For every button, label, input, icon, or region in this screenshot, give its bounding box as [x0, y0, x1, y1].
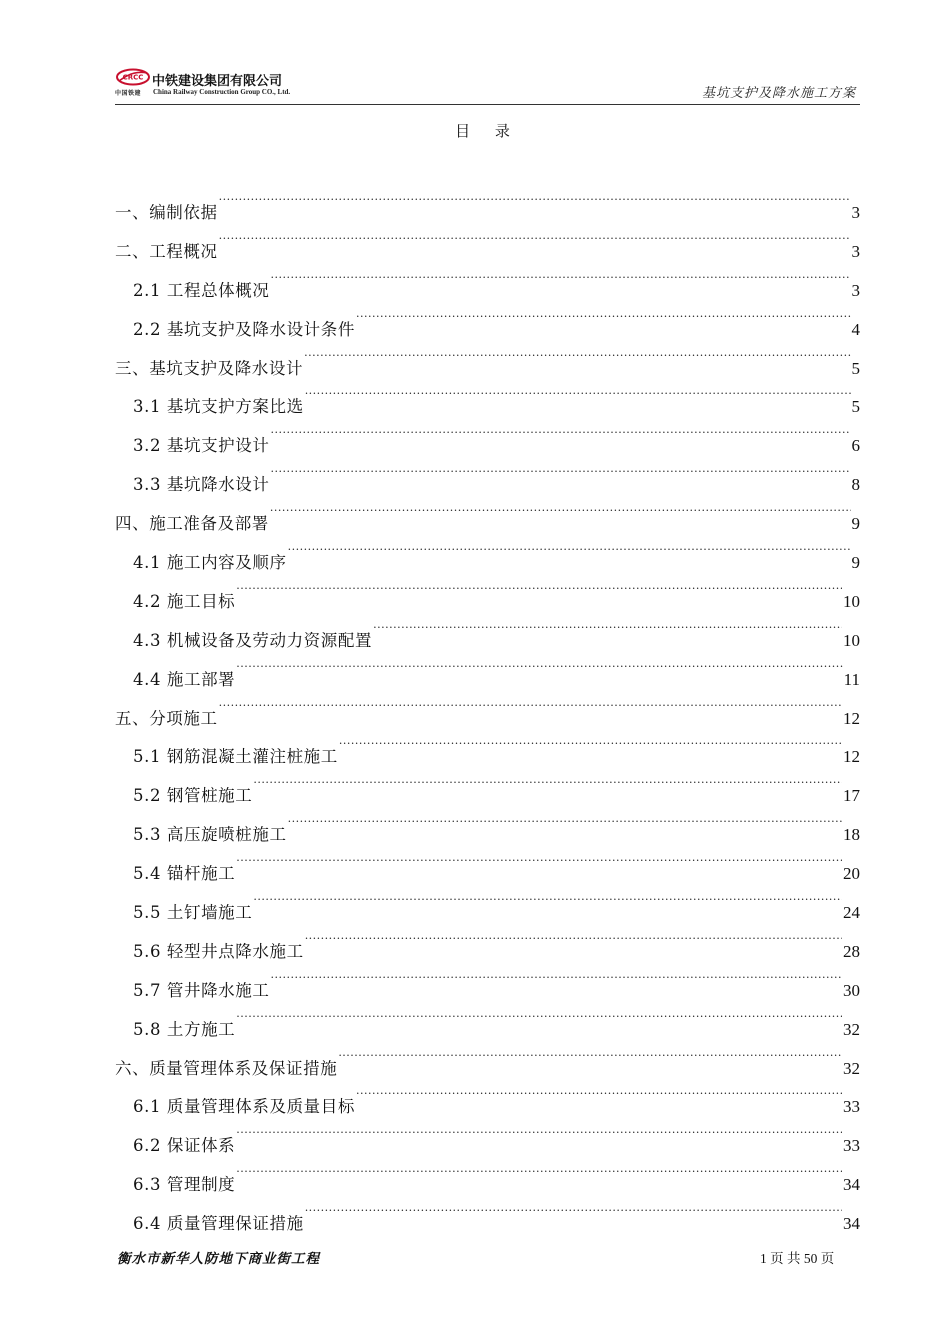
toc-entry-page: 3: [851, 241, 860, 261]
toc-entry-page: 8: [851, 475, 860, 495]
toc-leader-dots: [236, 1160, 842, 1190]
toc-entry[interactable]: [115, 1005, 860, 1044]
toc-leader-dots: [356, 1082, 842, 1112]
toc-entry-page: 32: [843, 1058, 860, 1078]
toc-entry-label: 5.5 土钉墙施工: [133, 903, 253, 923]
header-document-title: 基坑支护及降水施工方案: [701, 86, 856, 101]
toc-entry-page: 3: [851, 203, 860, 222]
toc-entry[interactable]: [115, 538, 860, 577]
toc-entry[interactable]: [115, 421, 860, 460]
toc-entry-page: 34: [843, 1214, 860, 1234]
page-header: [115, 66, 860, 105]
toc-entry-label: 3.3 基坑降水设计: [133, 475, 270, 495]
toc-entry-label: 4.4 施工部署: [133, 669, 236, 689]
toc-leader-dots: [373, 616, 842, 646]
toc-entry[interactable]: [115, 732, 860, 771]
toc-entry-label: 5.3 高压旋喷桩施工: [133, 825, 287, 845]
toc-entry-label: 5.2 钢管桩施工: [133, 786, 253, 806]
toc-entry-label: 5.1 钢筋混凝土灌注桩施工: [133, 747, 338, 767]
toc-entry[interactable]: [115, 460, 860, 499]
toc-leader-dots: [236, 655, 842, 685]
toc-leader-dots: [253, 888, 842, 918]
toc-entry-label: 5.8 土方施工: [133, 1019, 236, 1039]
toc-entry[interactable]: [115, 305, 860, 344]
toc-leader-dots: [339, 732, 842, 762]
toc-entry-page: 20: [843, 864, 860, 884]
toc-entry-label: 5.6 轻型井点降水施工: [133, 941, 304, 961]
toc-leader-dots: [219, 227, 851, 257]
toc-entry-page: 28: [843, 941, 860, 961]
toc-leader-dots: [305, 1199, 842, 1229]
toc-entry[interactable]: [115, 1121, 860, 1160]
toc-entry[interactable]: [115, 1044, 860, 1083]
toc-entry-page: 12: [843, 747, 860, 767]
toc-entry[interactable]: [115, 499, 860, 538]
toc-leader-dots: [304, 344, 850, 374]
toc-entry[interactable]: [115, 1199, 860, 1238]
toc-entry-page: 34: [843, 1175, 860, 1195]
toc-entry[interactable]: [115, 771, 860, 810]
logo-subtitle: 中国铁建: [115, 90, 142, 97]
toc-entry-label: 6.1 质量管理体系及质量目标: [133, 1097, 355, 1117]
toc-entry-page: 4: [851, 319, 860, 339]
toc-entry-label: 3.2 基坑支护设计: [133, 436, 270, 456]
toc-leader-dots: [338, 1044, 842, 1074]
toc-entry[interactable]: [115, 810, 860, 849]
company-logo: [115, 68, 315, 100]
toc-entry-label: 五、分项施工: [115, 708, 218, 728]
toc-entry[interactable]: [115, 1160, 860, 1199]
toc-entry-label: 6.4 质量管理保证措施: [133, 1214, 304, 1234]
toc-entry-page: 5: [851, 397, 860, 417]
page-footer: [115, 1245, 860, 1269]
toc-entry-page: 10: [843, 630, 860, 650]
toc-leader-dots: [271, 266, 851, 296]
toc-entry-label: 2.2 基坑支护及降水设计条件: [133, 319, 355, 339]
toc-entry-page: 30: [843, 980, 860, 1000]
company-name-en: China Railway Construction Group CO., Ltd.: [153, 88, 291, 96]
toc-entry-page: 18: [843, 825, 860, 845]
toc-entry[interactable]: [115, 927, 860, 966]
toc-entry-page: 17: [843, 786, 860, 806]
toc-entry-label: 6.3 管理制度: [133, 1175, 236, 1195]
toc-leader-dots: [288, 538, 851, 568]
toc-leader-dots: [305, 382, 851, 412]
toc-leader-dots: [288, 810, 842, 840]
toc-entry-page: 9: [851, 514, 860, 534]
toc-leader-dots: [356, 305, 851, 335]
toc-leader-dots: [236, 577, 842, 607]
toc-leader-dots: [236, 849, 842, 879]
toc-entry[interactable]: [115, 188, 860, 227]
logo-text: CRCC: [122, 73, 144, 82]
toc-leader-dots: [253, 771, 842, 801]
toc-entry-label: 三、基坑支护及降水设计: [115, 358, 304, 378]
toc-leader-dots: [271, 966, 843, 996]
toc-entry[interactable]: [115, 577, 860, 616]
toc-entry[interactable]: [115, 694, 860, 733]
toc-entry-label: 3.1 基坑支护方案比选: [133, 397, 304, 417]
toc-entry-page: 24: [843, 903, 860, 923]
toc-entry[interactable]: [115, 888, 860, 927]
toc-leader-dots: [271, 421, 851, 451]
toc-entry-label: 4.3 机械设备及劳动力资源配置: [133, 630, 373, 650]
toc-entry[interactable]: [115, 382, 860, 421]
toc-entry-page: 33: [843, 1097, 860, 1117]
toc-entry-page: 33: [843, 1136, 860, 1156]
toc-leader-dots: [236, 1121, 842, 1151]
toc-entry-page: 5: [851, 358, 860, 378]
toc-entry-label: 5.4 锚杆施工: [133, 864, 236, 884]
toc-title: 目 录: [455, 122, 520, 140]
footer-page-info: 1 页 共 50 页: [760, 1251, 835, 1266]
toc-entry[interactable]: [115, 227, 860, 266]
crcc-logo-icon: [115, 68, 151, 88]
footer-project-name: 衡水市新华人防地下商业街工程: [117, 1251, 320, 1267]
toc-leader-dots: [305, 927, 842, 957]
company-name-cn: 中铁建设集团有限公司: [152, 74, 283, 89]
toc-leader-dots: [271, 460, 851, 490]
toc-entry[interactable]: [115, 966, 860, 1005]
toc-leader-dots: [270, 499, 851, 529]
toc-entry[interactable]: [115, 655, 860, 694]
toc-entry[interactable]: [115, 849, 860, 888]
toc-entry-label: 2.1 工程总体概况: [133, 280, 270, 300]
toc-entry-page: 9: [851, 553, 860, 573]
toc-entry[interactable]: [115, 616, 860, 655]
toc-leader-dots: [219, 188, 851, 218]
toc-entry-label: 一、编制依据: [115, 203, 218, 222]
toc-entry-page: 11: [843, 669, 860, 689]
toc-leader-dots: [219, 694, 842, 724]
toc-entry-page: 6: [851, 436, 860, 456]
toc-entry-page: 3: [851, 280, 860, 300]
toc-leader-dots: [236, 1005, 842, 1035]
toc-entry-page: 10: [843, 591, 860, 611]
toc-entry-page: 32: [843, 1019, 860, 1039]
toc-entry-label: 6.2 保证体系: [133, 1136, 236, 1156]
toc-entry-label: 4.1 施工内容及顺序: [133, 553, 287, 573]
toc-entry[interactable]: [115, 266, 860, 305]
toc-entry-label: 4.2 施工目标: [133, 591, 236, 611]
toc-entry-label: 5.7 管井降水施工: [133, 980, 270, 1000]
toc-entry-label: 六、质量管理体系及保证措施: [115, 1058, 338, 1078]
toc-entry-label: 二、工程概况: [115, 241, 218, 261]
toc-entry[interactable]: [115, 344, 860, 383]
table-of-contents: [115, 188, 860, 1238]
toc-entry-label: 四、施工准备及部署: [115, 514, 269, 534]
toc-entry[interactable]: [115, 1082, 860, 1121]
toc-entry-page: 12: [843, 708, 860, 728]
